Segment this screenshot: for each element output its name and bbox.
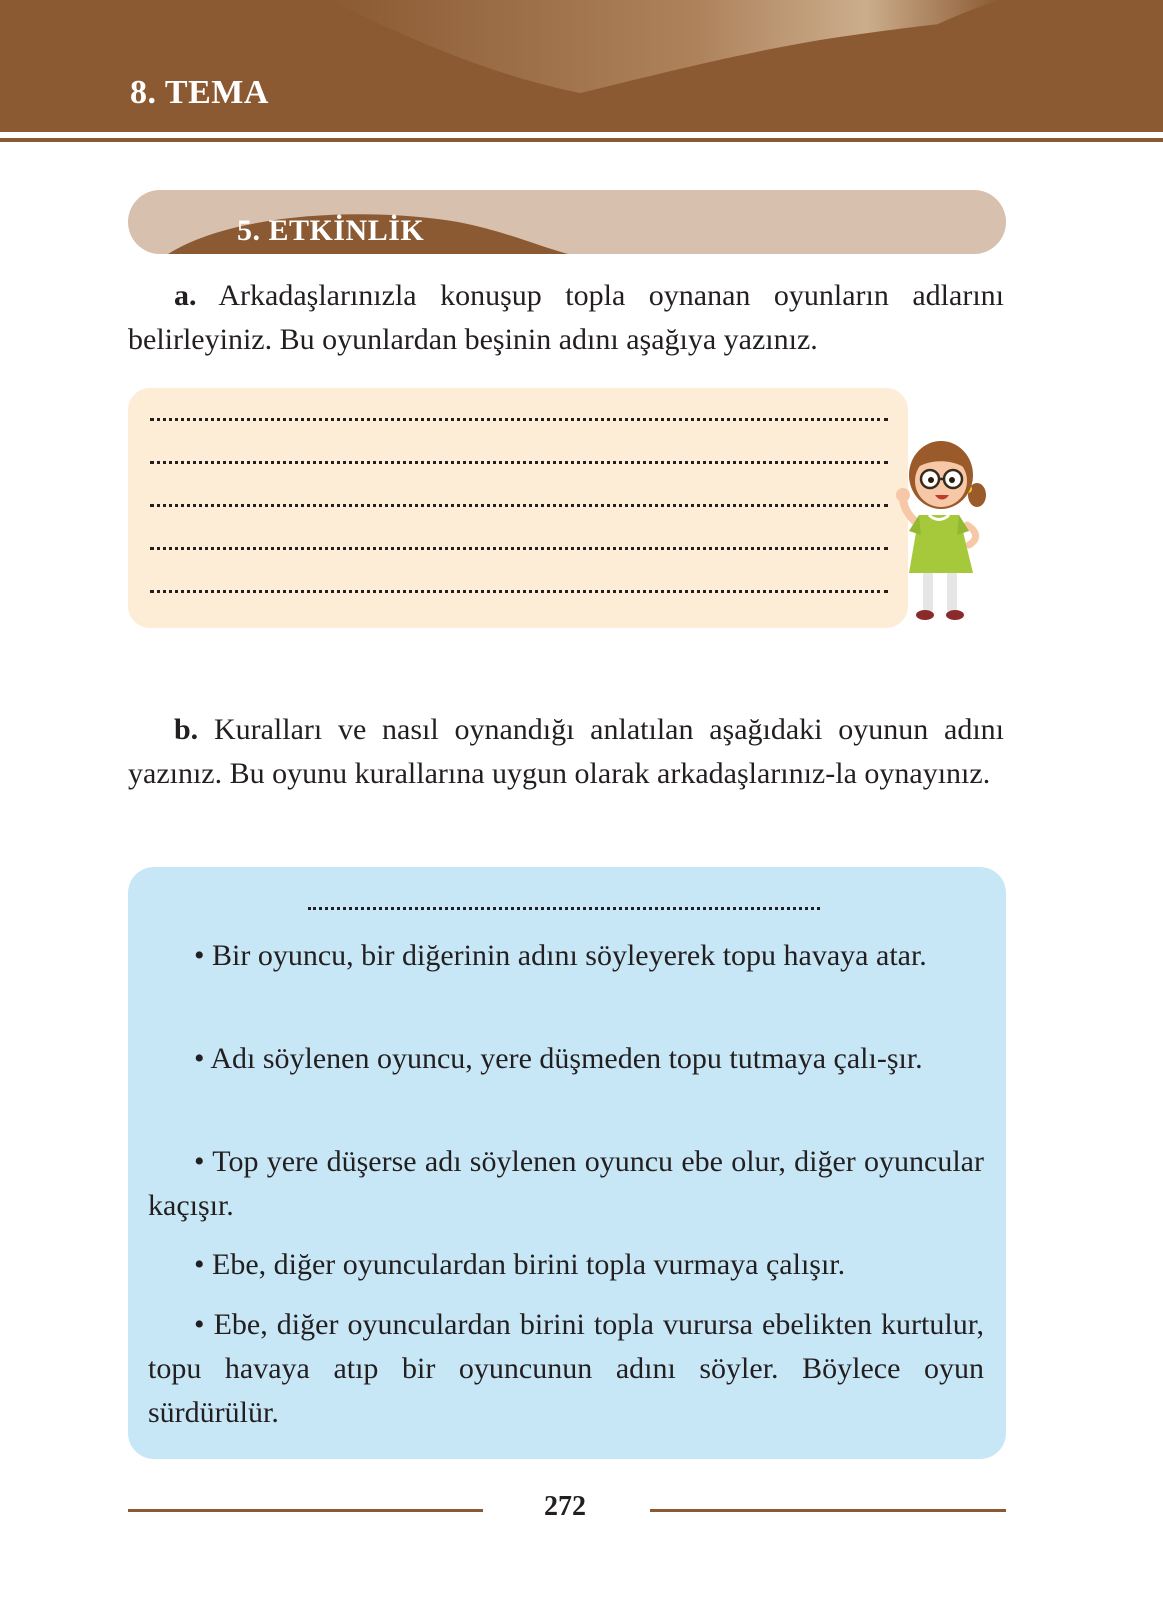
answer-box <box>128 388 908 628</box>
activity-title: 5. ETKİNLİK <box>237 214 425 247</box>
footer-rule-right <box>650 1509 1006 1512</box>
instruction-b <box>128 708 1004 796</box>
rule-item: • Bir oyuncu, bir diğerinin adını söyleyerek topu havaya atar. <box>194 939 927 972</box>
instruction-a-text: Arkadaşlarınızla konuşup topla oynanan oyunların adlarını belirleyiniz. Bu oyunlardan beşinin adını aşağıya yazınız. <box>128 279 1004 356</box>
rule-item: • Adı söylenen oyuncu, yere düşmeden topu tutmaya çalı-şır. <box>194 1042 923 1075</box>
instruction-b-label: b. <box>174 713 199 746</box>
footer-rule-left <box>128 1509 483 1512</box>
instruction-a-label: a. <box>174 279 197 312</box>
rule-item: • Ebe, diğer oyunculardan birini topla vurursa ebelikten kurtulur, topu havaya atıp bir oyuncunun adını söyler. Böylece oyun sürdürülür. <box>148 1308 984 1429</box>
theme-title: 8. TEMA <box>130 74 269 111</box>
game-rules-box <box>128 867 1006 1459</box>
page-number: 272 <box>544 1491 586 1522</box>
answer-line-5[interactable] <box>150 590 888 593</box>
rule-item: • Ebe, diğer oyunculardan birini topla vurmaya çalışır. <box>194 1248 846 1281</box>
girl-illustration <box>895 435 1005 625</box>
rule-item: • Top yere düşerse adı söylenen oyuncu ebe olur, diğer oyuncular kaçışır. <box>148 1145 984 1222</box>
instruction-a <box>128 274 1004 362</box>
answer-line-2[interactable] <box>150 461 888 464</box>
answer-line-1[interactable] <box>150 418 888 421</box>
instruction-b-text: Kuralları ve nasıl oynandığı anlatılan aşağıdaki oyunun adını yazınız. Bu oyunu kurallarına uygun olarak arkadaşlarınız-la oynayınız. <box>128 713 1004 790</box>
answer-line-3[interactable] <box>150 504 888 507</box>
game-name-line[interactable] <box>308 907 820 910</box>
answer-line-4[interactable] <box>150 547 888 550</box>
